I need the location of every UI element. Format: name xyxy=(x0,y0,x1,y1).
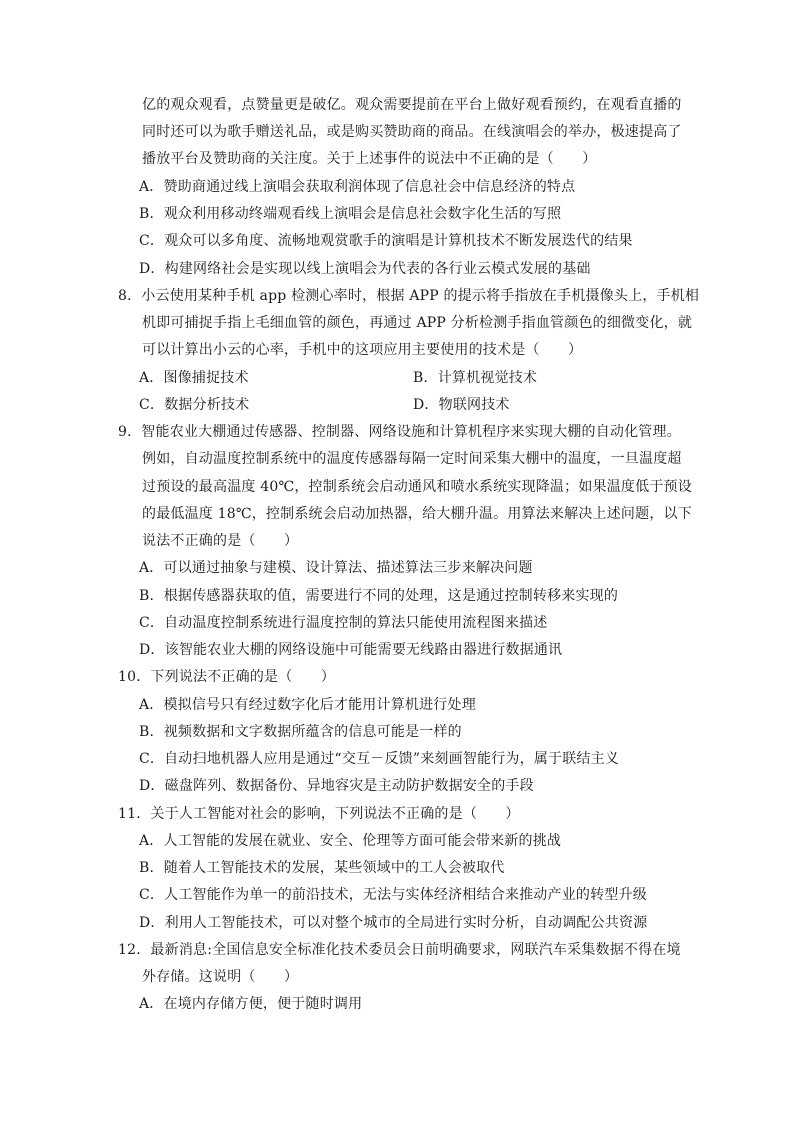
q11-option-c: C．人工智能作为单一的前沿技术，无法与实体经济相结合来推动产业的转型升级 xyxy=(139,887,647,903)
q11-stem-line: 11．关于人工智能对社会的影响，下列说法不正确的是（ ） xyxy=(118,806,520,822)
q9-stem-line: 9．智能农业大棚通过传感器、控制器、网络设施和计算机程序来实现大棚的自动化管理。 xyxy=(118,424,681,440)
q7-option-a: A．赞助商通过线上演唱会获取利润体现了信息社会中信息经济的特点 xyxy=(139,179,576,195)
q10-option-c: C．自动扫地机器人应用是通过“交互－反馈”来刻画智能行为，属于联结主义 xyxy=(139,751,620,767)
q9-option-a: A．可以通过抽象与建模、设计算法、描述算法三步来解决问题 xyxy=(139,560,533,576)
q8-stem-line: 机即可捕捉手指上毛细血管的颜色，再通过 APP 分析检测手指血管颜色的细微变化，就 xyxy=(142,315,693,331)
q10-option-b: B．视频数据和文字数据所蕴含的信息可能是一样的 xyxy=(139,724,462,740)
q10-stem-line: 10．下列说法不正确的是（ ） xyxy=(118,669,336,685)
q12-stem-line: 外存储。这说明（ ） xyxy=(142,969,299,985)
q8-option-d: D．物联网技术 xyxy=(413,397,510,413)
q9-stem-line: 过预设的最高温度 40℃，控制系统会启动通风和喷水系统实现降温；如果温度低于预设 xyxy=(142,479,692,495)
q9-stem-line: 说法不正确的是（ ） xyxy=(142,533,299,549)
q11-option-d: D．利用人工智能技术，可以对整个城市的全局进行实时分析，自动调配公共资源 xyxy=(139,915,648,931)
q10-option-a: A．模拟信号只有经过数字化后才能用计算机进行处理 xyxy=(139,697,476,713)
q7-option-b: B．观众利用移动终端观看线上演唱会是信息社会数字化生活的写照 xyxy=(139,206,562,222)
q7-stem-line: 亿的观众观看，点赞量更是破亿。观众需要提前在平台上做好观看预约，在观看直播的 xyxy=(142,97,682,113)
q12-stem-line: 12．最新消息:全国信息安全标准化技术委员会日前明确要求，网联汽车采集数据不得在境 xyxy=(118,942,681,958)
q9-option-d: D．该智能农业大棚的网络设施中可能需要无线路由器进行数据通讯 xyxy=(139,642,563,658)
q12-option-a: A．在境内存储方便，便于随时调用 xyxy=(139,996,363,1012)
q8-stem-line: 8．小云使用某种手机 app 检测心率时，根据 APP 的提示将手指放在手机摄像头上，手机相 xyxy=(118,288,700,304)
q8-option-a: A．图像捕捉技术 xyxy=(139,370,249,386)
q8-stem-line: 可以计算出小云的心率，手机中的这项应用主要使用的技术是（ ） xyxy=(142,342,583,358)
q8-option-b: B．计算机视觉技术 xyxy=(413,370,538,386)
q11-option-b: B．随着人工智能技术的发展，某些领域中的工人会被取代 xyxy=(139,860,505,876)
q9-option-c: C．自动温度控制系统进行温度控制的算法只能使用流程图来描述 xyxy=(139,615,548,631)
q9-stem-line: 的最低温度 18℃，控制系统会启动加热器，给大棚升温。用算法来解决上述问题，以下 xyxy=(142,506,692,522)
q11-option-a: A．人工智能的发展在就业、安全、伦理等方面可能会带来新的挑战 xyxy=(139,833,562,849)
q7-stem-line: 播放平台及赞助商的关注度。关于上述事件的说法中不正确的是（ ） xyxy=(142,151,597,167)
q9-stem-line: 例如，自动温度控制系统中的温度传感器每隔一定时间采集大棚中的温度，一旦温度超 xyxy=(142,451,682,467)
q9-option-b: B．根据传感器获取的值，需要进行不同的处理，这是通过控制转移来实现的 xyxy=(139,588,619,604)
q8-option-c: C．数据分析技术 xyxy=(139,397,250,413)
q7-option-d: D．构建网络社会是实现以线上演唱会为代表的各行业云模式发展的基础 xyxy=(139,261,591,277)
q10-option-d: D．磁盘阵列、数据备份、异地容灾是主动防护数据安全的手段 xyxy=(139,778,534,794)
q7-option-c: C．观众可以多角度、流畅地观赏歌手的演唱是计算机技术不断发展迭代的结果 xyxy=(139,233,633,249)
q7-stem-line: 同时还可以为歌手赠送礼品，或是购买赞助商的商品。在线演唱会的举办，极速提高了 xyxy=(142,124,682,140)
